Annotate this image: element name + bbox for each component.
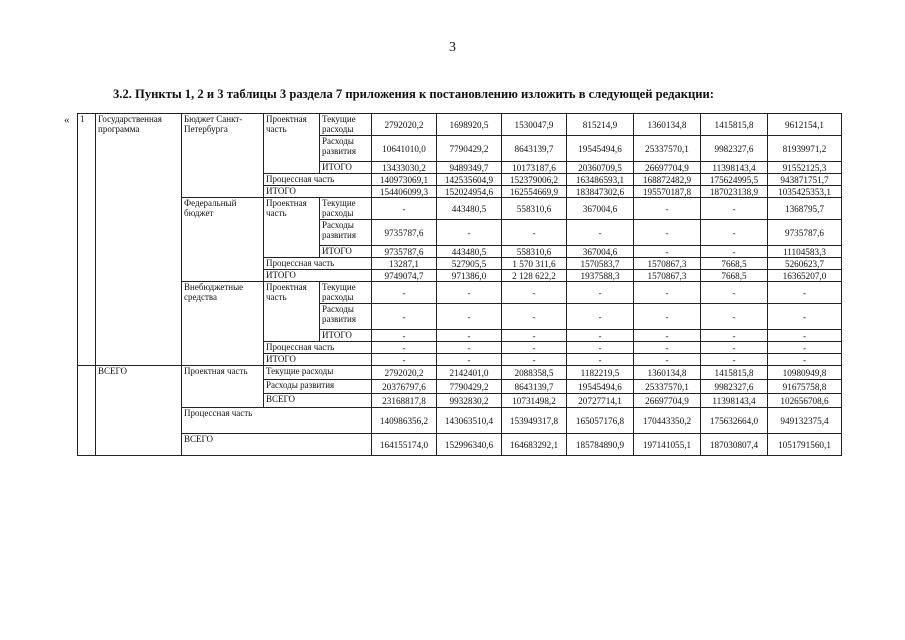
expense-value: 1360134,8 (634, 114, 701, 136)
table-row (78, 282, 842, 304)
expense-value: 2792020,2 (372, 114, 437, 136)
expense-value: - (701, 282, 768, 304)
process-value: 7668,5 (701, 258, 768, 270)
expense-value: 81939971,2 (768, 136, 842, 162)
row-index: 1 (78, 114, 96, 366)
expense-value: 443480,5 (437, 246, 502, 258)
grand-expense-value: 7790429,2 (437, 380, 502, 394)
grand-expense-label: Расходы развития (264, 380, 372, 394)
expense-value: 20360709,5 (567, 162, 634, 174)
grand-process-value: 153949317,8 (502, 408, 567, 434)
expense-value: - (372, 304, 437, 330)
grand-overall-value: 1051791560,1 (768, 434, 842, 456)
total-value: - (372, 354, 437, 366)
expense-value: 9489349,7 (437, 162, 502, 174)
process-value: - (372, 342, 437, 354)
expense-value: - (768, 304, 842, 330)
total-value: 1937588,3 (567, 270, 634, 282)
process-value: 140973069,1 (372, 174, 437, 186)
process-value: 152379006,2 (502, 174, 567, 186)
grand-overall-value: 197141055,1 (634, 434, 701, 456)
budget-total-label: ИТОГО (264, 186, 372, 198)
expense-value: 13433030,2 (372, 162, 437, 174)
grand-expense-value: 26697704,9 (634, 394, 701, 408)
expense-value: - (437, 220, 502, 246)
table-row (78, 114, 842, 136)
grand-expense-value: 25337570,1 (634, 380, 701, 394)
process-value: 1570867,3 (634, 258, 701, 270)
budget-source-label: Федеральный бюджет (182, 198, 264, 282)
total-value: - (502, 354, 567, 366)
expense-value: - (437, 282, 502, 304)
total-value: 7668,5 (701, 270, 768, 282)
expense-value: 9982327,6 (701, 136, 768, 162)
total-value: 183847302,6 (567, 186, 634, 198)
expense-value: 25337570,1 (634, 136, 701, 162)
expense-value: - (701, 246, 768, 258)
grand-expense-value: 91675758,8 (768, 380, 842, 394)
total-value: - (768, 354, 842, 366)
expense-value: - (634, 246, 701, 258)
expense-type-label: Текущие расходы (320, 114, 372, 136)
expense-value: 11104583,3 (768, 246, 842, 258)
program-label: Государственная программа (96, 114, 182, 366)
expense-value: - (634, 198, 701, 220)
process-value: 13287,1 (372, 258, 437, 270)
expense-value: 9735787,6 (372, 220, 437, 246)
expense-value: - (634, 304, 701, 330)
expense-value: - (768, 330, 842, 342)
expense-value: - (372, 330, 437, 342)
expense-value: - (372, 282, 437, 304)
expense-value: - (567, 330, 634, 342)
total-value: 187023138,9 (701, 186, 768, 198)
expense-value: 558310,6 (502, 198, 567, 220)
budget-source-label: Бюджет Санкт-Петербурга (182, 114, 264, 198)
expense-value: 19545494,6 (567, 136, 634, 162)
process-part-label: Процессная часть (264, 174, 372, 186)
total-value: - (437, 354, 502, 366)
expense-value: 558310,6 (502, 246, 567, 258)
process-value: 5260623,7 (768, 258, 842, 270)
process-value: 168872482,9 (634, 174, 701, 186)
budget-source-label: Внебюджетные средства (182, 282, 264, 366)
grand-expense-label: ВСЕГО (264, 394, 372, 408)
budget-table (77, 113, 842, 456)
expense-value: - (502, 220, 567, 246)
expense-value: 8643139,7 (502, 136, 567, 162)
process-value: 527905,5 (437, 258, 502, 270)
table-row (78, 434, 842, 456)
project-part-label: Проектная часть (264, 282, 320, 342)
grand-expense-value: 1182219,5 (567, 366, 634, 380)
expense-value: 1530047,9 (502, 114, 567, 136)
grand-expense-value: 9982327,6 (701, 380, 768, 394)
total-value: 1035425353,1 (768, 186, 842, 198)
expense-value: - (437, 330, 502, 342)
expense-value: - (372, 198, 437, 220)
grand-overall-label: ВСЕГО (182, 434, 372, 456)
expense-type-label: Текущие расходы (320, 282, 372, 304)
total-value: - (567, 354, 634, 366)
grand-expense-value: 11398143,4 (701, 394, 768, 408)
table-row (78, 366, 842, 380)
process-value: 142535604,9 (437, 174, 502, 186)
expense-value: 9735787,6 (768, 220, 842, 246)
open-quote: « (64, 114, 70, 126)
process-value: 175624995,5 (701, 174, 768, 186)
expense-type-label: Расходы развития (320, 136, 372, 162)
table-row (78, 198, 842, 220)
total-value: 9749074,7 (372, 270, 437, 282)
row-index-empty (78, 366, 96, 456)
expense-value: 1698920,5 (437, 114, 502, 136)
process-part-label: Процессная часть (264, 342, 372, 354)
grand-overall-value: 164683292,1 (502, 434, 567, 456)
expense-value: - (701, 198, 768, 220)
total-value: 154406099,3 (372, 186, 437, 198)
total-value: 971386,0 (437, 270, 502, 282)
grand-expense-value: 102656708,6 (768, 394, 842, 408)
expense-value: 7790429,2 (437, 136, 502, 162)
grand-overall-value: 152996340,6 (437, 434, 502, 456)
expense-type-label: ИТОГО (320, 330, 372, 342)
expense-value: 91552125,3 (768, 162, 842, 174)
process-value: - (567, 342, 634, 354)
expense-type-label: Текущие расходы (320, 198, 372, 220)
process-value: - (502, 342, 567, 354)
grand-expense-value: 2792020,2 (372, 366, 437, 380)
expense-value: - (502, 304, 567, 330)
grand-expense-value: 20376797,6 (372, 380, 437, 394)
process-part-label: Процессная часть (264, 258, 372, 270)
total-value: - (701, 354, 768, 366)
expense-value: - (502, 282, 567, 304)
expense-value: 9612154,1 (768, 114, 842, 136)
grand-process-value: 140986356,2 (372, 408, 437, 434)
total-value: 1570867,3 (634, 270, 701, 282)
expense-value: - (502, 330, 567, 342)
process-value: - (437, 342, 502, 354)
process-value: - (768, 342, 842, 354)
expense-value: - (701, 330, 768, 342)
total-value: 2 128 622,2 (502, 270, 567, 282)
expense-value: 9735787,6 (372, 246, 437, 258)
process-value: 163486593,1 (567, 174, 634, 186)
expense-value: - (634, 282, 701, 304)
grand-expense-value: 23168817,8 (372, 394, 437, 408)
total-value: 16365207,0 (768, 270, 842, 282)
expense-type-label: Расходы развития (320, 304, 372, 330)
expense-value: - (768, 282, 842, 304)
table-row (78, 408, 842, 434)
grand-expense-value: 1415815,8 (701, 366, 768, 380)
expense-value: - (567, 220, 634, 246)
total-value: 152024954,6 (437, 186, 502, 198)
expense-value: - (634, 330, 701, 342)
grand-overall-value: 187030807,4 (701, 434, 768, 456)
grand-overall-value: 164155174,0 (372, 434, 437, 456)
process-value: 1 570 311,6 (502, 258, 567, 270)
grand-process-value: 165057176,8 (567, 408, 634, 434)
expense-type-label: ИТОГО (320, 162, 372, 174)
budget-total-label: ИТОГО (264, 270, 372, 282)
expense-type-label: ИТОГО (320, 246, 372, 258)
page-number: 3 (449, 40, 456, 55)
grand-expense-value: 9932830,2 (437, 394, 502, 408)
expense-value: - (567, 282, 634, 304)
project-part-label: Проектная часть (264, 114, 320, 174)
expense-value: 1368795,7 (768, 198, 842, 220)
budget-total-label: ИТОГО (264, 354, 372, 366)
grand-process-value: 949132375,4 (768, 408, 842, 434)
expense-value: - (567, 304, 634, 330)
grand-expense-value: 8643139,7 (502, 380, 567, 394)
expense-type-label: Расходы развития (320, 220, 372, 246)
total-value: 162554669,9 (502, 186, 567, 198)
grand-process-label: Процессная часть (182, 408, 372, 434)
grand-total-label: ВСЕГО (96, 366, 182, 456)
section-heading: 3.2. Пункты 1, 2 и 3 таблицы 3 раздела 7 приложения к постановлению изложить в следующей редакции: (113, 87, 714, 101)
expense-value: 11398143,4 (701, 162, 768, 174)
expense-value: - (701, 220, 768, 246)
expense-value: - (437, 304, 502, 330)
expense-value: - (701, 304, 768, 330)
expense-value: 10173187,6 (502, 162, 567, 174)
grand-expense-value: 20727714,1 (567, 394, 634, 408)
grand-expense-value: 10731498,2 (502, 394, 567, 408)
expense-value: 443480,5 (437, 198, 502, 220)
total-value: 195570187,8 (634, 186, 701, 198)
expense-value: 26697704,9 (634, 162, 701, 174)
process-value: 943871751,7 (768, 174, 842, 186)
grand-project-label: Проектная часть (182, 366, 264, 408)
grand-process-value: 143063510,4 (437, 408, 502, 434)
grand-process-value: 170443350,2 (634, 408, 701, 434)
expense-value: 10641010,0 (372, 136, 437, 162)
grand-expense-value: 10980949,8 (768, 366, 842, 380)
grand-expense-value: 2088358,5 (502, 366, 567, 380)
process-value: - (701, 342, 768, 354)
process-value: - (634, 342, 701, 354)
expense-value: 367004,6 (567, 246, 634, 258)
project-part-label: Проектная часть (264, 198, 320, 258)
grand-expense-value: 1360134,8 (634, 366, 701, 380)
expense-value: 1415815,8 (701, 114, 768, 136)
grand-process-value: 175632664,0 (701, 408, 768, 434)
process-value: 1570583,7 (567, 258, 634, 270)
expense-value: 367004,6 (567, 198, 634, 220)
grand-expense-value: 19545494,6 (567, 380, 634, 394)
total-value: - (634, 354, 701, 366)
grand-overall-value: 185784890,9 (567, 434, 634, 456)
grand-expense-value: 2142401,0 (437, 366, 502, 380)
expense-value: 815214,9 (567, 114, 634, 136)
grand-expense-label: Текущие расходы (264, 366, 372, 380)
expense-value: - (634, 220, 701, 246)
